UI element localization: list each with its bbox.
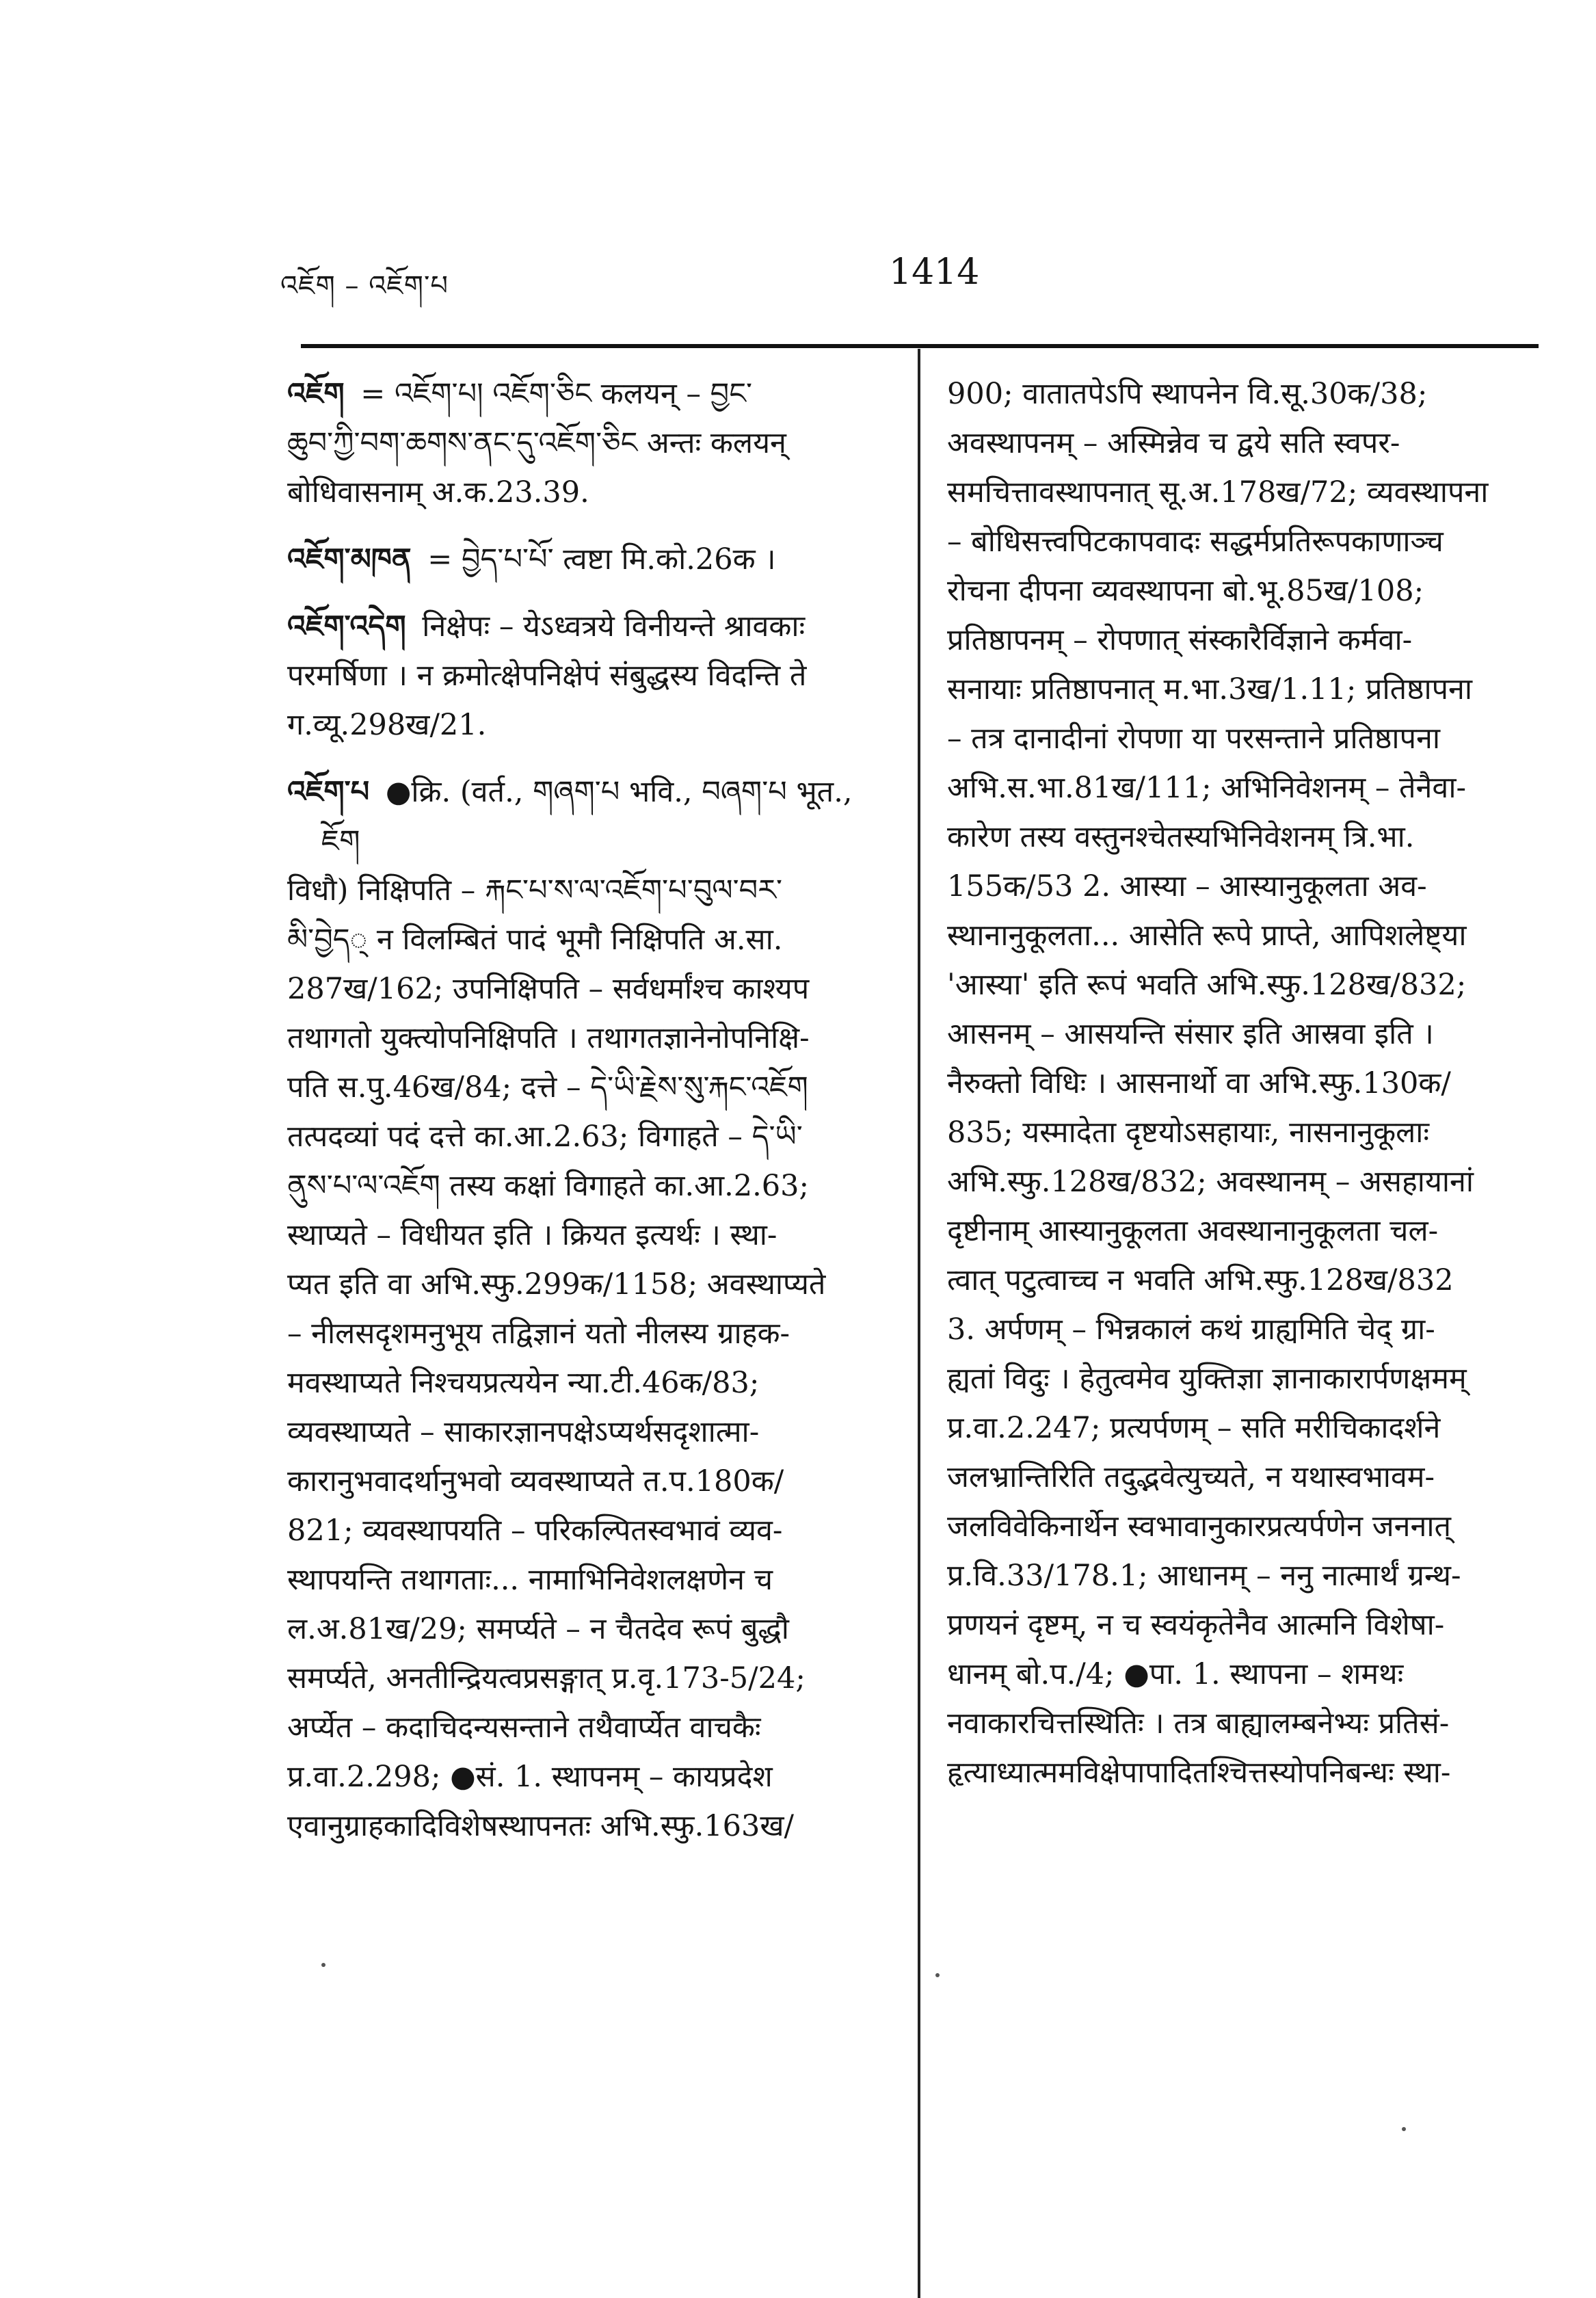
scan-speck [935, 1973, 940, 1977]
right-line: जलविवेकिनार्थेन स्वभावानुकारप्रत्यर्पणेन जननात् [947, 1509, 1452, 1544]
entry-line: तत्पदव्यां पदं दत्ते का.आ.2.63; विगाहते – དེ་ཡི་ [287, 1120, 803, 1154]
entry-line: 287ख/162; उपनिक्षिपति – सर्वधर्मांश्च काश्यप [287, 972, 810, 1006]
entry-line: = འཇོག་པ། འཇོག་ཅིང कलयन् – བྱང་ [360, 377, 753, 411]
entry [287, 535, 899, 584]
left-column [287, 369, 899, 1868]
right-line: समचित्तावस्थापनात् सू.अ.178ख/72; व्यवस्थापना [947, 475, 1489, 510]
right-line: जलभ्रान्तिरिति तदुद्भवेत्युच्यते, न यथास्वभावम- [947, 1460, 1435, 1494]
entry-line: प्यत इति वा अभि.स्फु.299क/1158; अवस्थाप्यते [287, 1267, 826, 1302]
right-line: नवाकारचित्तस्थितिः । तत्र बाह्यालम्बनेभ्यः प्रतिसं- [947, 1706, 1450, 1741]
entry-line: तथागतो युक्त्योपनिक्षिपति । तथागतज्ञानेनोपनिक्षि- [287, 1021, 810, 1055]
entry [287, 602, 899, 750]
right-line: रोचना दीपना व्यवस्थापना बो.भू.85ख/108; [947, 574, 1424, 608]
entry-line: अर्प्येत – कदाचिदन्यसन्ताने तथैवार्प्येत वाचकैः [287, 1711, 761, 1745]
entry-line: प्र.वा.2.298; ●सं. 1. स्थापनम् – कायप्रदेश [287, 1760, 773, 1794]
entry-headword: འཇོག་འདེག [287, 609, 406, 644]
right-line: – तत्र दानादीनां रोपणा या परसन्ताने प्रतिष्ठापना [947, 722, 1440, 756]
right-line: – बोधिसत्त्वपिटकापवादः सद्धर्मप्रतिरूपकाणाञ्च [947, 525, 1444, 559]
entry-line: 821; व्यवस्थापयति – परिकल्पितस्वभावं व्यव- [287, 1514, 783, 1548]
entry-line: कारानुभवादर्थानुभवो व्यवस्थाप्यते त.प.180क/ [287, 1464, 784, 1498]
entry-line: ग.व्यू.298ख/21. [287, 708, 487, 742]
right-line: प्र.वा.2.247; प्रत्यर्पणम् – सति मरीचिकादर्शने [947, 1411, 1441, 1445]
entry-line: ल.अ.81ख/29; समर्प्यते – न चैतदेव रूपं बुद्धौ [287, 1612, 789, 1646]
right-line: धानम् बो.प./4; ●पा. 1. स्थापना – शमथः [947, 1657, 1404, 1691]
right-line: ह्यतां विदुः । हेतुत्वमेव युक्तिज्ञा ज्ञानाकारार्पणक्षमम् [947, 1362, 1467, 1396]
right-line: 3. अर्पणम् – भिन्नकालं कथं ग्राह्यमिति चेद् ग्रा- [947, 1312, 1435, 1347]
right-line: प्र.वि.33/178.1; आधानम् – ननु नात्मार्थं ग्रन्थ- [947, 1559, 1461, 1593]
entry-line: – नीलसदृशमनुभूय तद्विज्ञानं यतो नीलस्य ग्राहक- [287, 1317, 790, 1351]
page-number: 1414 [889, 252, 980, 293]
entry-headword: འཇོག་པ [287, 775, 370, 809]
right-line: आसनम् – आसयन्ति संसार इति आस्रवा इति । [947, 1017, 1434, 1051]
entry-headword: འཇོག [287, 377, 345, 411]
right-line: स्थानानुकूलता... आसेति रूपे प्राप्ते, आपिशलेष्ट्या [947, 919, 1467, 953]
entry-line: स्थापयन्ति तथागताः... नामाभिनिवेशलक्षणेन च [287, 1563, 773, 1597]
entry-line: बोधिवासनाम् अ.क.23.39. [287, 475, 589, 510]
entry-line: = བྱེད་པ་པོ་ त्वष्टा मि.को.26क । [427, 542, 776, 577]
right-line: दृष्टीनाम् आस्यानुकूलता अवस्थानानुकूलता चल- [947, 1214, 1439, 1248]
right-line: कारेण तस्य वस्तुनश्चेतस्यभिनिवेशनम् त्रि.भा. [947, 820, 1415, 854]
entry-line: विधौ) निक्षिपति – རྐང་པ་ས་ལ་འཇོག་པ་བུལ་བར་ [287, 873, 783, 908]
right-line: 'आस्या' इति रूपं भवति अभि.स्फु.128ख/832; [947, 968, 1467, 1002]
right-line: त्वात् पटुत्वाच्च न भवति अभि.स्फु.128ख/832 [947, 1263, 1454, 1297]
right-line: प्रणयनं दृष्टम्, न च स्वयंकृतेनैव आत्मनि विशेषा- [947, 1608, 1445, 1642]
header-rule [301, 344, 1539, 348]
right-column [947, 369, 1549, 1797]
column-divider [918, 349, 920, 2298]
right-line: 835; यस्मादेता दृष्टयोऽसहायाः, नासनानुकूलाः [947, 1115, 1430, 1150]
entry-line: निक्षेपः – येऽध्वत्रये विनीयन्ते श्रावकाः [422, 609, 806, 644]
entry-headword: འཇོག་མཁན [287, 542, 412, 577]
entry-line: समर्प्यते, अनतीन्द्रियत्वप्रसङ्गात् प्र.वृ.173-5/24; [287, 1661, 806, 1695]
right-line: अभि.स्फु.128ख/832; अवस्थानम् – असहायानां [947, 1165, 1474, 1199]
entry-line: स्थाप्यते – विधीयत इति । क्रियत इत्यर्थः । स्था- [287, 1218, 777, 1252]
scan-speck [1402, 2127, 1406, 2131]
entry-line: ནུས་པ་ལ་འཇོག तस्य कक्षां विगाहते का.आ.2.63; [287, 1169, 809, 1203]
right-line: 155क/53 2. आस्या – आस्यानुकूलता अव- [947, 869, 1427, 903]
right-line: प्रतिष्ठापनम् – रोपणात् संस्कारैर्विज्ञाने कर्मवा- [947, 623, 1413, 657]
scan-speck [321, 1963, 325, 1967]
entry-line: ཆུབ་ཀྱི་བག་ཆགས་ནང་དུ་འཇོག་ཅིང अन्तः कलयन् [287, 426, 786, 460]
right-line: नैरुक्तो विधिः । आसनार्थो वा अभि.स्फु.130क/ [947, 1066, 1451, 1100]
entry-line: पति स.पु.46ख/84; दत्ते – དེ་ཡི་རྗེས་སུ་རྐང་འཇོག [287, 1070, 808, 1105]
right-line: अवस्थापनम् – अस्मिन्नेव च द्वये सति स्वपर- [947, 426, 1400, 460]
right-line: 900; वातातपेऽपि स्थापनेन वि.सू.30क/38; [947, 377, 1428, 411]
right-line: हृत्याध्यात्ममविक्षेपापादितश्चित्तस्योपनिबन्धः स्था- [947, 1756, 1451, 1790]
entry-line: व्यवस्थाप्यते – साकारज्ञानपक्षेऽप्यर्थसदृशात्मा- [287, 1415, 760, 1449]
entry-line: मवस्थाप्यते निश्चयप्रत्ययेन न्या.टी.46क/83; [287, 1366, 760, 1400]
entry-line: མི་བྱེད् न विलम्बितं पादं भूमौ निक्षिपति अ.सा. [287, 923, 783, 957]
entry-line: एवानुग्राहकादिविशेषस्थापनतः अभि.स्फु.163ख/ [287, 1809, 794, 1843]
entry-line: ●क्रि. (वर्त., གཞག་པ भवि., བཞག་པ भूत., ཇོག [321, 775, 853, 858]
entry [287, 369, 899, 517]
right-line: अभि.स.भा.81ख/111; अभिनिवेशनम् – तेनैवा- [947, 771, 1466, 805]
entry-line: परमर्षिणा । न क्रमोत्क्षेपनिक्षेपं संबुद्धस्य विदन्ति ते [287, 659, 807, 693]
running-header: འཇོག – འཇོག་པ [280, 270, 449, 302]
entry [287, 767, 899, 1851]
right-line: सनायाः प्रतिष्ठापनात् म.भा.3ख/1.11; प्रतिष्ठापना [947, 672, 1473, 706]
